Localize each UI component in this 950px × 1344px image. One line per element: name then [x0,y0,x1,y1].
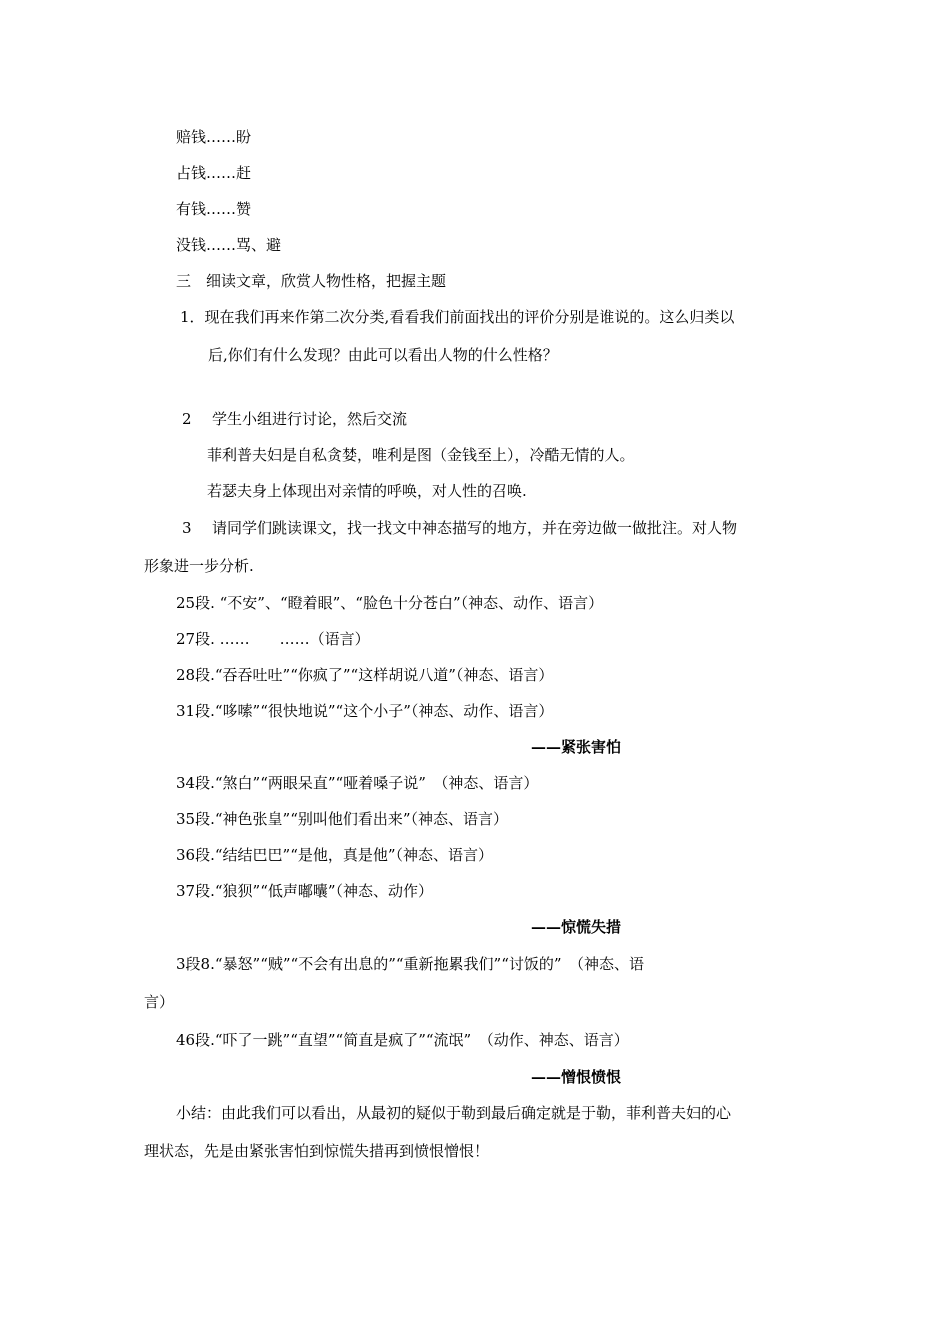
analysis-line: 28段.“吞吞吐吐”“你疯了”“这样胡说八道”（神态、语言） [176,666,554,684]
item-1-line-2: 后,你们有什么发现？由此可以看出人物的什么性格？ [208,346,558,364]
text-line: 有钱……赞 [176,200,252,218]
item-2-number: 2 [182,410,192,428]
conclusion-line-1: 小结：由此我们可以看出，从最初的疑似于勒到最后确定就是于勒，菲利普夫妇的心 [176,1104,732,1122]
analysis-line: 3段8.“暴怒”“贼”“不会有出息的”“重新拖累我们”“讨饭的” （神态、语 [176,955,645,973]
summary-heading: ——憎恨愤恨 [531,1068,622,1086]
item-3-text: 请同学们跳读课文，找一找文中神态描写的地方，并在旁边做一做批注。对人物 [212,519,738,537]
analysis-line: 35段.“神色张皇”“别叫他们看出来”（神态、语言） [176,810,509,828]
analysis-line: 25段. “不安”、“瞪着眼”、“脸色十分苍白”（神态、动作、语言） [176,594,604,612]
summary-heading: ——惊慌失措 [531,918,622,936]
analysis-line: 言） [144,993,175,1011]
item-2-text: 学生小组进行讨论，然后交流 [212,410,408,428]
section-heading: 三 细读文章，欣赏人物性格，把握主题 [176,272,447,290]
text-line: 占钱……赶 [176,164,252,182]
analysis-line: 34段.“煞白”“两眼呆直”“哑着嗓子说” （神态、语言） [176,774,539,792]
item-3-number: 3 [182,519,192,537]
summary-heading: ——紧张害怕 [531,738,622,756]
item-3-line-2: 形象进一步分析. [144,557,254,575]
analysis-line: 27段. …… ……（语言） [176,630,370,648]
conclusion-line-2: 理状态，先是由紧张害怕到惊慌失措再到愤恨憎恨！ [144,1142,490,1160]
item-2-line-2: 菲利普夫妇是自私贪婪，唯利是图（金钱至上），冷酷无情的人。 [207,446,635,464]
analysis-line: 36段.“结结巴巴”“是他，真是他”（神态、语言） [176,846,494,864]
analysis-line: 46段.“吓了一跳”“直望”“简直是疯了”“流氓” （动作、神态、语言） [176,1031,629,1049]
text-line: 赔钱……盼 [176,128,252,146]
item-2-line-3: 若瑟夫身上体现出对亲情的呼唤，对人性的召唤. [207,482,527,500]
analysis-line: 31段.“哆嗦”“很快地说”“这个小子”（神态、动作、语言） [176,702,554,720]
item-1-line-1: 1．现在我们再来作第二次分类,看看我们前面找出的评价分别是谁说的。这么归类以 [180,308,735,326]
text-line: 没钱……骂、避 [176,236,282,254]
analysis-line: 37段.“狼狈”“低声嘟囔”（神态、动作） [176,882,434,900]
